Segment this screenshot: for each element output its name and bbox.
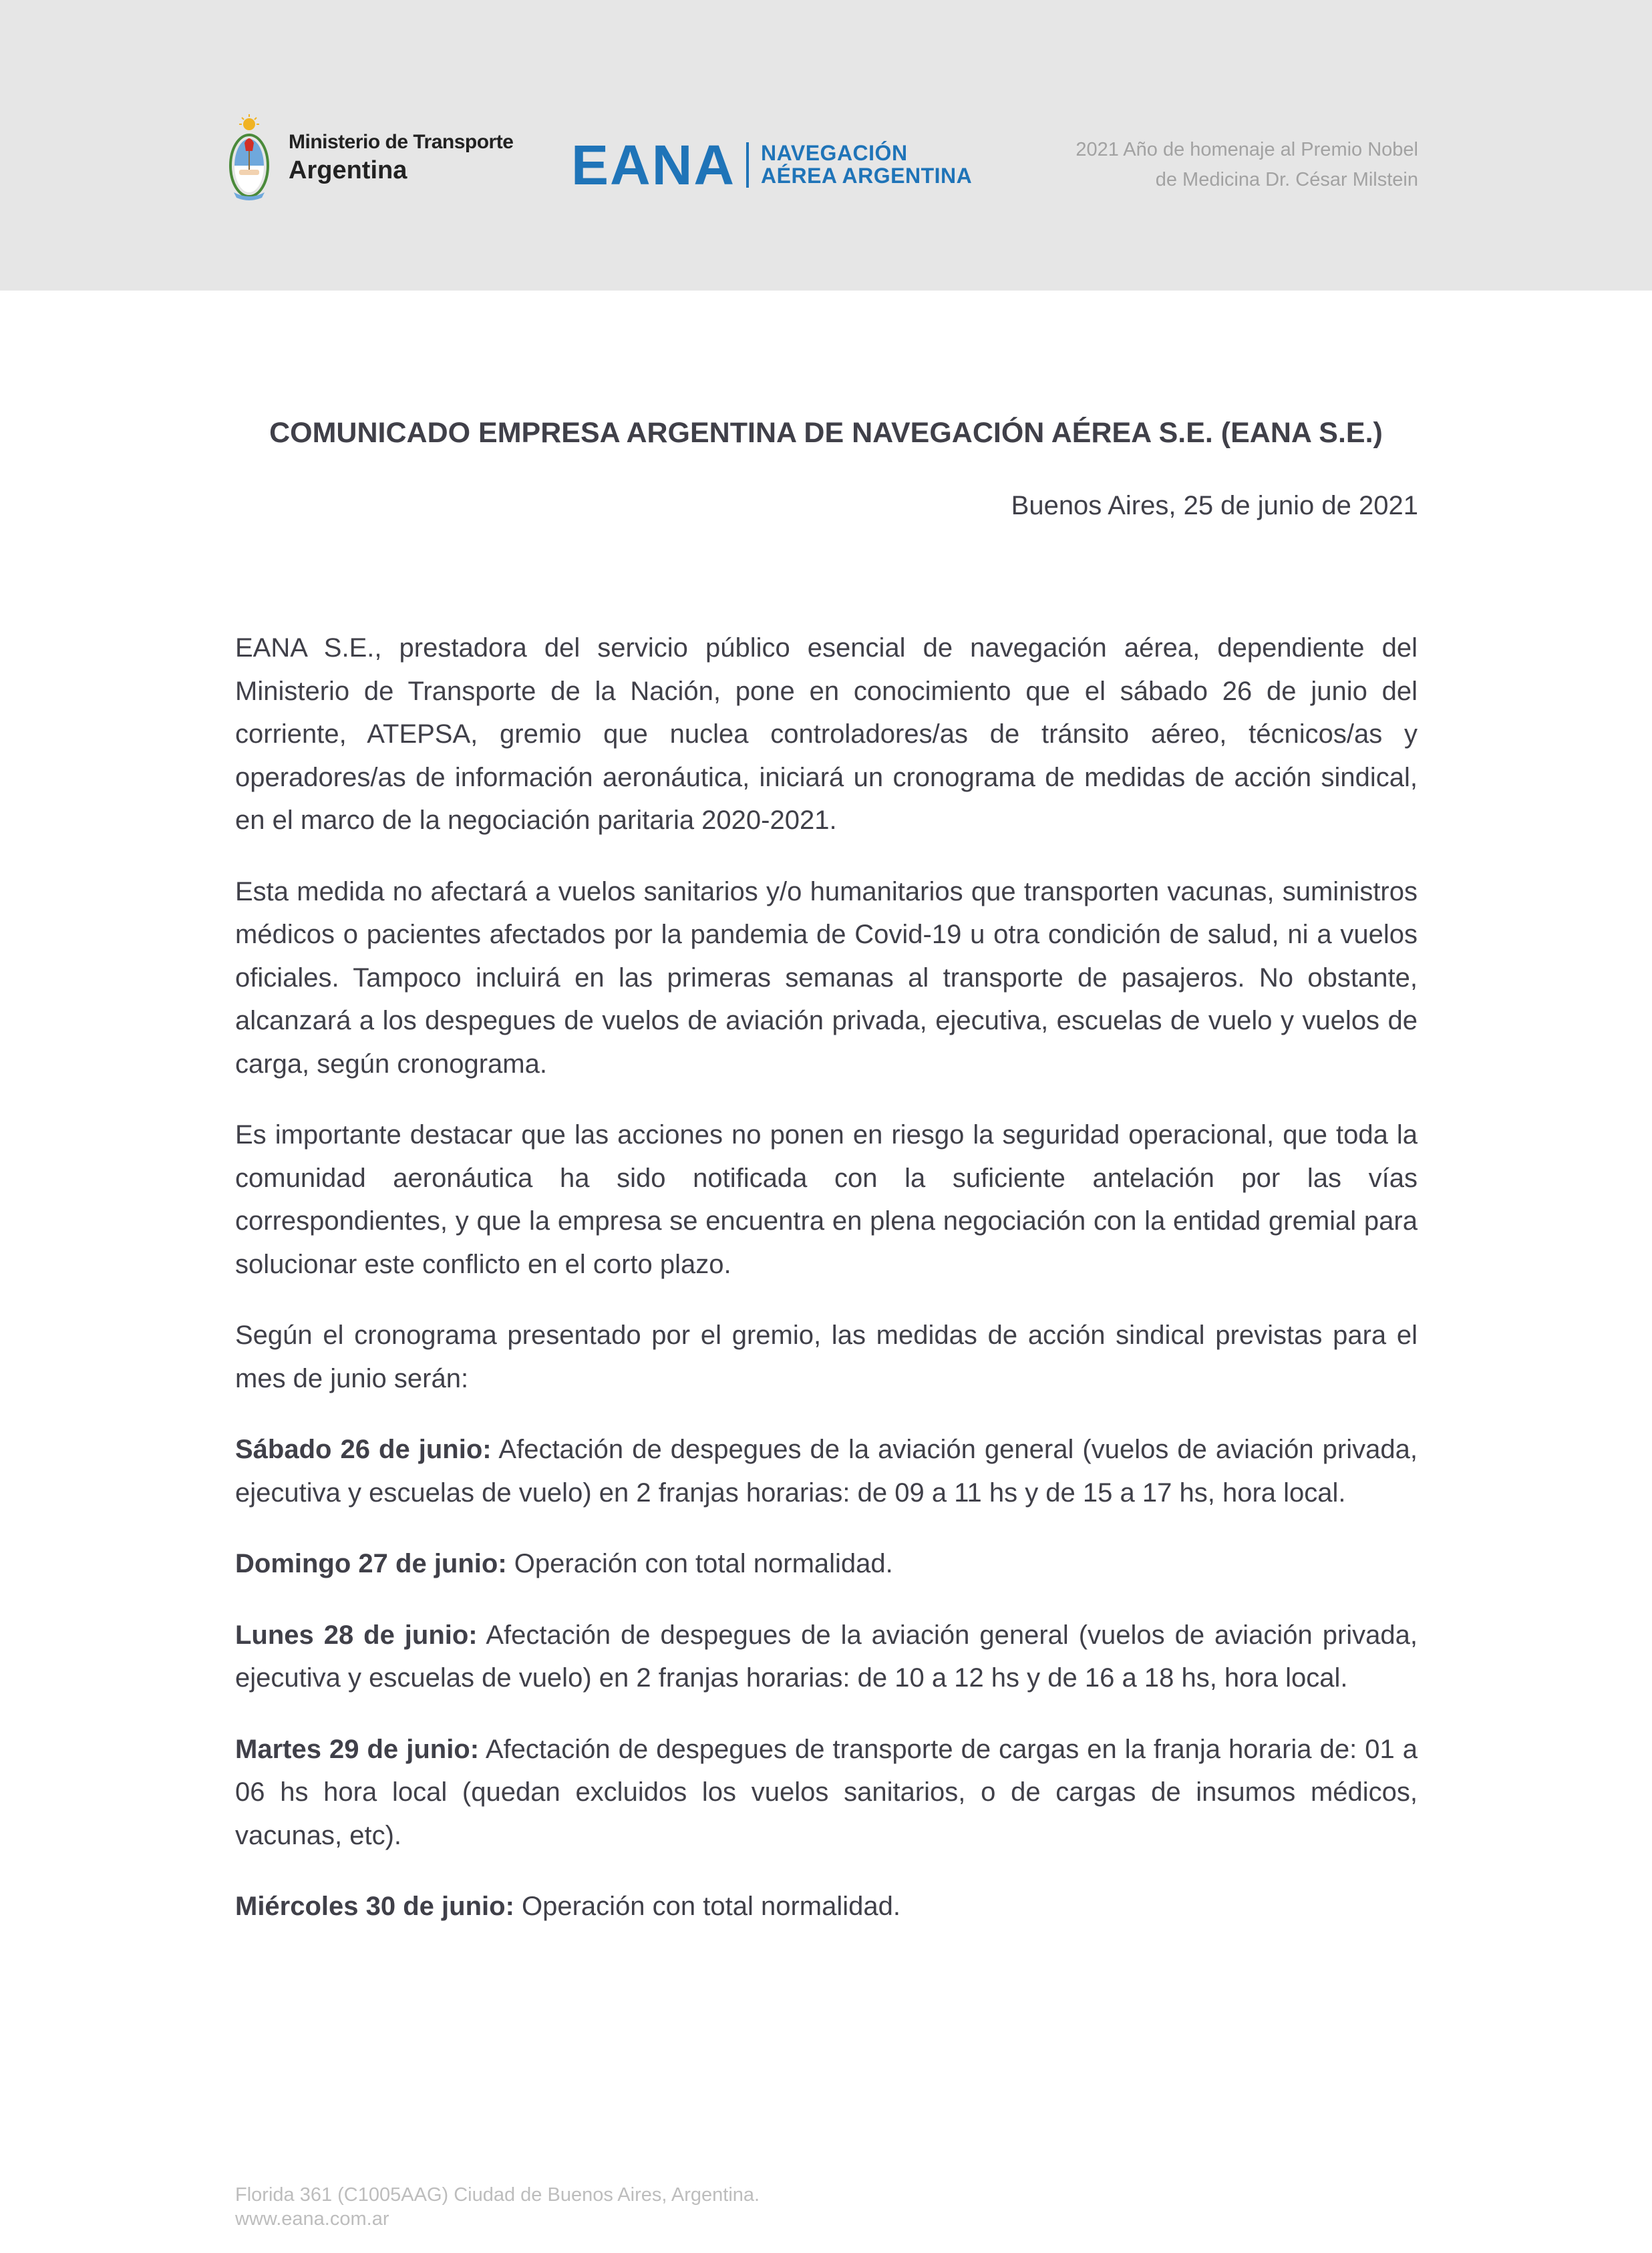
paragraph: Esta medida no afectará a vuelos sanitarios y/o humanitarios que transporten vacunas, suministros médicos o pacientes afectados por la pandemia de Covid-19 u otra condición de salud, ni a vuelos oficiales. Tampoco incluirá en las primeras semanas al transporte de pasajeros. No obstante, alcanzará a los despegues de vuelos de aviación privada, ejecutiva, escuelas de vuelo y vuelos de carga, según cronograma.: [235, 876, 1418, 1079]
eana-divider: [746, 142, 749, 188]
schedule-text: Afectación de despegues de la aviación general (vuelos de aviación privada, ejecutiva y escuelas de vuelo) en 2 franjas horarias: de 09 a 11 hs y de 15 a 17 hs, hora local.: [235, 1435, 1418, 1508]
schedule-day: Martes 29 de junio:: [235, 1734, 480, 1764]
schedule-day: Domingo 27 de junio:: [235, 1549, 507, 1578]
ministry-name: Ministerio de Transporte: [289, 130, 514, 153]
schedule-day: Lunes 28 de junio:: [235, 1620, 478, 1650]
document-date: Buenos Aires, 25 de junio de 2021: [1011, 491, 1418, 520]
schedule-text: Operación con total normalidad.: [506, 1549, 893, 1578]
schedule-text: Afectación de despegues de la aviación general (vuelos de aviación privada, ejecutiva y escuelas de vuelo) en 2 franjas horarias: de 10 a 12 hs y de 16 a 18 hs, hora local.: [235, 1620, 1418, 1693]
document-body: [235, 627, 1418, 1956]
footer-website: www.eana.com.ar: [235, 2208, 389, 2230]
schedule-item: [235, 1428, 1418, 1514]
ministry-country: Argentina: [289, 156, 407, 184]
eana-subtitle-line1: NAVEGACIÓN: [761, 141, 908, 166]
schedule-day: Sábado 26 de junio:: [235, 1435, 492, 1464]
footer-address: Florida 361 (C1005AAG) Ciudad de Buenos Aires, Argentina.: [235, 2184, 760, 2206]
paragraph: Es importante destacar que las acciones no ponen en riesgo la seguridad operacional, que toda la comunidad aeronáutica ha sido notificada con la suficiente antelación por las vías correspondientes, y que la empresa se encuentra en plena negociación con la entidad gremial para solucionar este conflicto en el corto plazo.: [235, 1120, 1418, 1279]
schedule-item: [235, 1885, 1418, 1928]
schedule-text: Operación con total normalidad.: [514, 1892, 900, 1921]
schedule-item: [235, 1728, 1418, 1858]
schedule-text: Afectación de despegues de transporte de cargas en la franja horaria de: 01 a 06 hs hora local (quedan excluidos los vuelos sanitarios, o de cargas de insumos médicos, vacunas, etc).: [235, 1734, 1418, 1850]
footer: [235, 2183, 760, 2231]
paragraph: EANA S.E., prestadora del servicio público esencial de navegación aérea, dependiente del Ministerio de Transporte de la Nación, pone en conocimiento que el sábado 26 de junio del corriente, ATEPSA, gremio que nuclea controladores/as de tránsito aéreo, técnicos/as y operadores/as de información aeronáutica, iniciará un cronograma de medidas de acción sindical, en el marco de la negociación paritaria 2020-2021.: [235, 633, 1418, 835]
coat-of-arms-icon: [228, 114, 270, 202]
ministry-logo: [228, 114, 513, 202]
schedule-item: [235, 1542, 1418, 1586]
schedule-item: [235, 1614, 1418, 1700]
header-tagline: [1076, 135, 1418, 195]
eana-subtitle-line2: AÉREA ARGENTINA: [761, 164, 973, 188]
tagline-line1: 2021 Año de homenaje al Premio Nobel: [1076, 139, 1418, 160]
paragraph: Según el cronograma presentado por el gremio, las medidas de acción sindical previstas para el mes de junio serán:: [235, 1321, 1418, 1393]
eana-logo: [571, 134, 973, 196]
eana-acronym: EANA: [571, 134, 736, 196]
tagline-line2: de Medicina Dr. César Milstein: [1155, 169, 1418, 190]
schedule-day: Miércoles 30 de junio:: [235, 1892, 514, 1921]
document-title: COMUNICADO EMPRESA ARGENTINA DE NAVEGACIÓN AÉREA S.E. (EANA S.E.): [269, 417, 1383, 449]
